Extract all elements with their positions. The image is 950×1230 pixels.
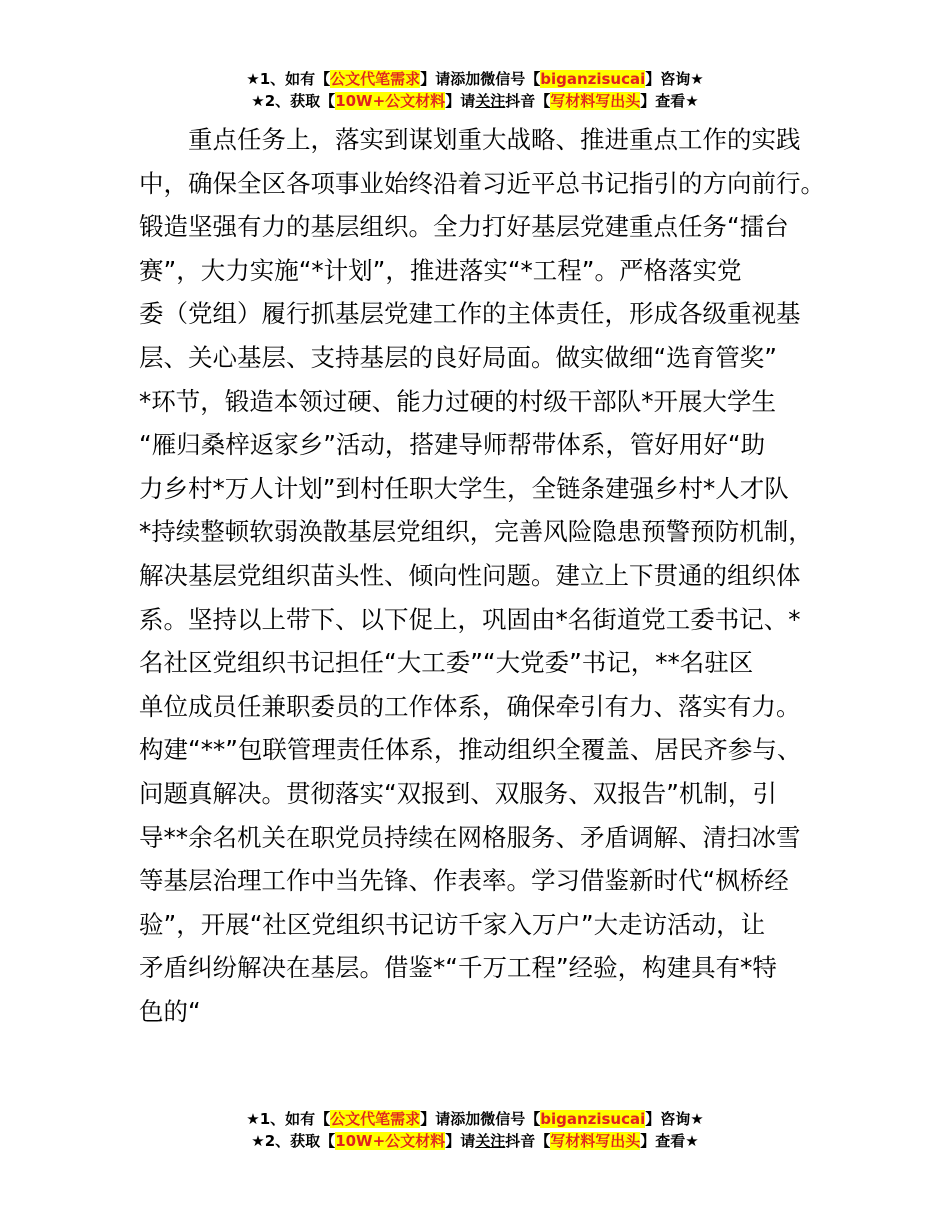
document-body: [139, 118, 829, 1033]
body-line: 问题真解决。贯彻落实“双报到、双服务、双报告”机制，引: [139, 778, 777, 808]
body-line: 等基层治理工作中当先锋、作表率。学习借鉴新时代“枫桥经: [139, 866, 789, 896]
banner-highlight-douyin: 写材料写出头: [550, 1132, 641, 1150]
banner-highlight-wechat-id: biganzisucai: [540, 1110, 646, 1128]
banner-highlight-douyin: 写材料写出头: [550, 92, 641, 110]
body-line: 构建“**”包联管理责任体系，推动组织全覆盖、居民齐参与、: [139, 735, 802, 765]
banner-line-2: ★2、获取【10W+公文材料】请关注抖音【写材料写出头】查看★: [251, 1132, 699, 1150]
banner-underline-follow: 关注: [475, 1132, 506, 1150]
body-line: 名社区党组织书记担任“大工委”“大党委”书记，**名驻区: [139, 648, 754, 678]
body-line: 矛盾纠纷解决在基层。借鉴*“千万工程”经验，构建具有*特: [139, 953, 777, 983]
body-line: *持续整顿软弱涣散基层党组织，完善风险隐患预警预防机制，: [139, 517, 813, 547]
banner-highlight-ghostwriting: 公文代笔需求: [330, 70, 421, 88]
body-line: 赛”，大力实施“*计划”，推进落实“*工程”。严格落实党: [139, 255, 742, 285]
banner-line-1: ★1、如有【公文代笔需求】请添加微信号【biganzisucai】咨询★: [246, 70, 704, 88]
body-line: 锻造坚强有力的基层组织。全力打好基层党建重点任务“擂台: [139, 212, 789, 242]
body-line: *环节，锻造本领过硬、能力过硬的村级干部队*开展大学生: [139, 386, 776, 416]
body-line: 验”，开展“社区党组织书记访千家入万户”大走访活动，让: [139, 909, 766, 939]
body-line: 委（党组）履行抓基层党建工作的主体责任，形成各级重视基: [139, 299, 801, 329]
banner-highlight-materials: 10W+公文材料: [335, 92, 446, 110]
banner-highlight-ghostwriting: 公文代笔需求: [330, 1110, 421, 1128]
body-line: 色的“: [139, 996, 201, 1026]
body-line: 力乡村*万人计划”到村任职大学生，全链条建强乡村*人才队: [139, 473, 789, 503]
body-line: “雁归桑梓返家乡”活动，搭建导师帮带体系，管好用好“助: [139, 430, 766, 460]
body-line: 单位成员任兼职委员的工作体系，确保牵引有力、落实有力。: [139, 691, 801, 721]
banner-line-1: ★1、如有【公文代笔需求】请添加微信号【biganzisucai】咨询★: [246, 1110, 704, 1128]
body-line: 重点任务上，落实到谋划重大战略、推进重点工作的实践: [139, 125, 801, 154]
banner-underline-follow: 关注: [475, 92, 506, 110]
body-line: 系。坚持以上带下、以下促上，巩固由*名街道党工委书记、*: [139, 604, 801, 634]
body-line: 导**余名机关在职党员持续在网格服务、矛盾调解、清扫冰雪: [139, 822, 801, 852]
body-line: 中，确保全区各项事业始终沿着习近平总书记指引的方向前行。: [139, 168, 825, 198]
banner-line-2: ★2、获取【10W+公文材料】请关注抖音【写材料写出头】查看★: [251, 92, 699, 110]
footer-banner: [0, 1108, 950, 1152]
banner-highlight-wechat-id: biganzisucai: [540, 70, 646, 88]
banner-highlight-materials: 10W+公文材料: [335, 1132, 446, 1150]
body-line: 层、关心基层、支持基层的良好局面。做实做细“选育管奖”: [139, 342, 777, 372]
body-line: 解决基层党组织苗头性、倾向性问题。建立上下贯通的组织体: [139, 560, 801, 590]
header-banner: [0, 68, 950, 112]
